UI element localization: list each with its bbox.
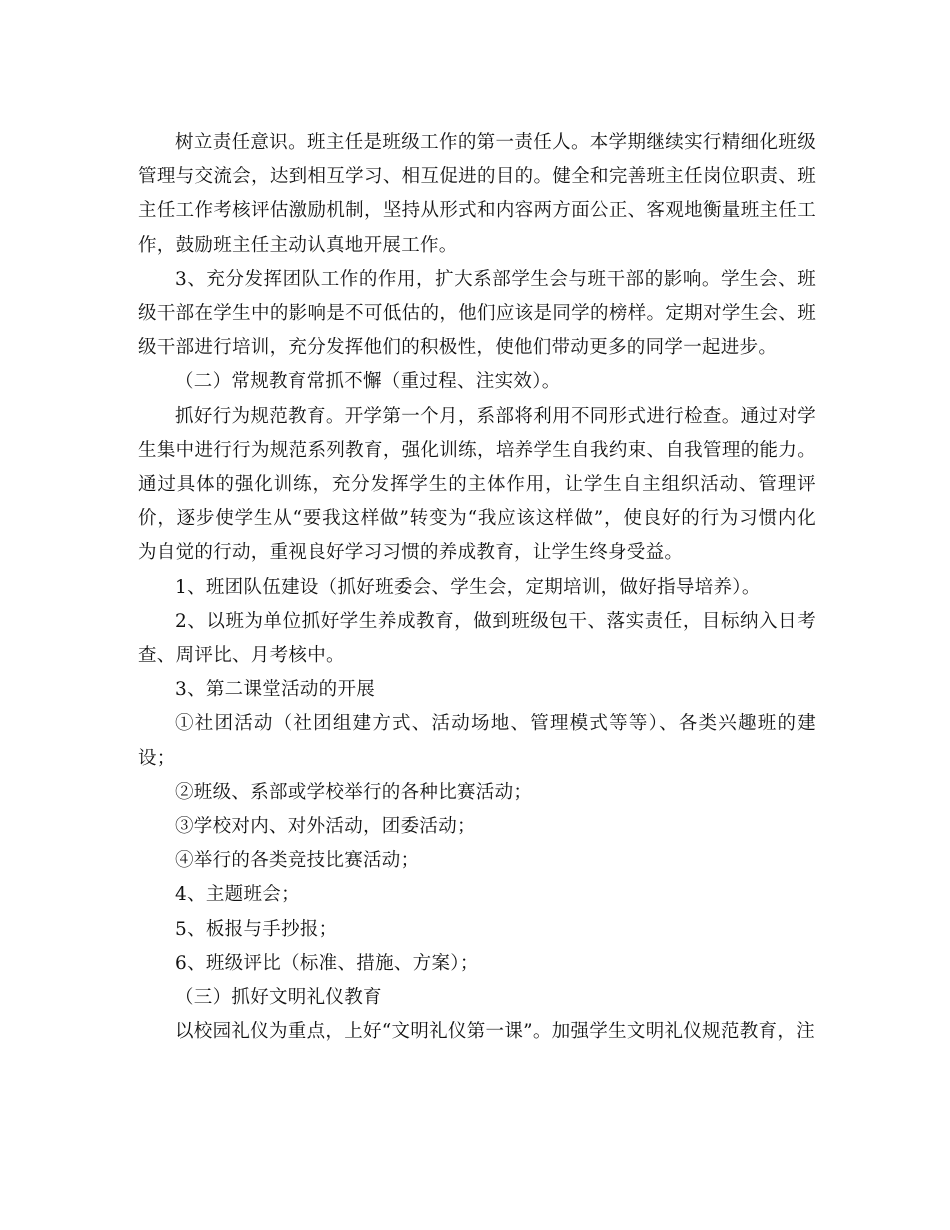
paragraph-behavior-norms: 抓好行为规范教育。开学第一个月，系部将利用不同形式进行检查。通过对学生集中进行行为规范系列教育，强化训练，培养学生自我约束、自我管理的能力。通过具体的强化训练，充分发挥学生的主体作用，让学生自主组织活动、管理评价，逐步使学生从“要我这样做”转变为“我应该这样做”，使良好的行为习惯内化为自觉的行动，重视良好学习习惯的养成教育，让学生终身受益。 [138, 405, 816, 564]
section-heading-etiquette: （三）抓好文明礼仪教育 [175, 987, 382, 1009]
list-item-clubs: ①社团活动（社团组建方式、活动场地、管理模式等等）、各类兴趣班的建设； [138, 713, 816, 769]
list-item-class-evaluation: 6、班级评比（标准、措施、方案）； [175, 952, 479, 974]
list-item-competitions: ②班级、系部或学校举行的各种比赛活动； [175, 781, 533, 803]
list-item-habit-education: 2、以班为单位抓好学生养成教育，做到班级包干、落实责任，目标纳入日考查、周评比、月考核中。 [138, 610, 816, 667]
list-item-class-team: 1、班团队伍建设（抓好班委会、学生会，定期培训，做好指导培养）。 [175, 576, 761, 598]
paragraph-team-role: 3、充分发挥团队工作的作用，扩大系部学生会与班干部的影响。学生会、班级干部在学生中的影响是不可低估的，他们应该是同学的榜样。定期对学生会、班级干部进行培训，充分发挥他们的积极性，使他们带动更多的同学一起进步。 [138, 268, 816, 359]
paragraph-etiquette: 以校园礼仪为重点，上好“文明礼仪第一课”。加强学生文明礼仪规范教育，注 [175, 1021, 815, 1043]
document-body [138, 126, 816, 1049]
list-item-school-activities: ③学校对内、对外活动，团委活动； [175, 816, 476, 838]
list-item-theme-meeting: 4、主题班会； [175, 884, 300, 906]
list-item-second-classroom: 3、第二课堂活动的开展 [175, 679, 376, 701]
section-heading-routine-education: （二）常规教育常抓不懈（重过程、注实效）。 [175, 371, 561, 393]
list-item-sports-contests: ④举行的各类竞技比赛活动； [175, 850, 420, 872]
list-item-blackboard: 5、板报与手抄报； [175, 918, 338, 940]
paragraph-responsibility: 树立责任意识。班主任是班级工作的第一责任人。本学期继续实行精细化班级管理与交流会，达到相互学习、相互促进的目的。健全和完善班主任岗位职责、班主任工作考核评估激励机制，坚持从形式和内容两方面公正、客观地衡量班主任工作，鼓励班主任主动认真地开展工作。 [138, 132, 816, 256]
